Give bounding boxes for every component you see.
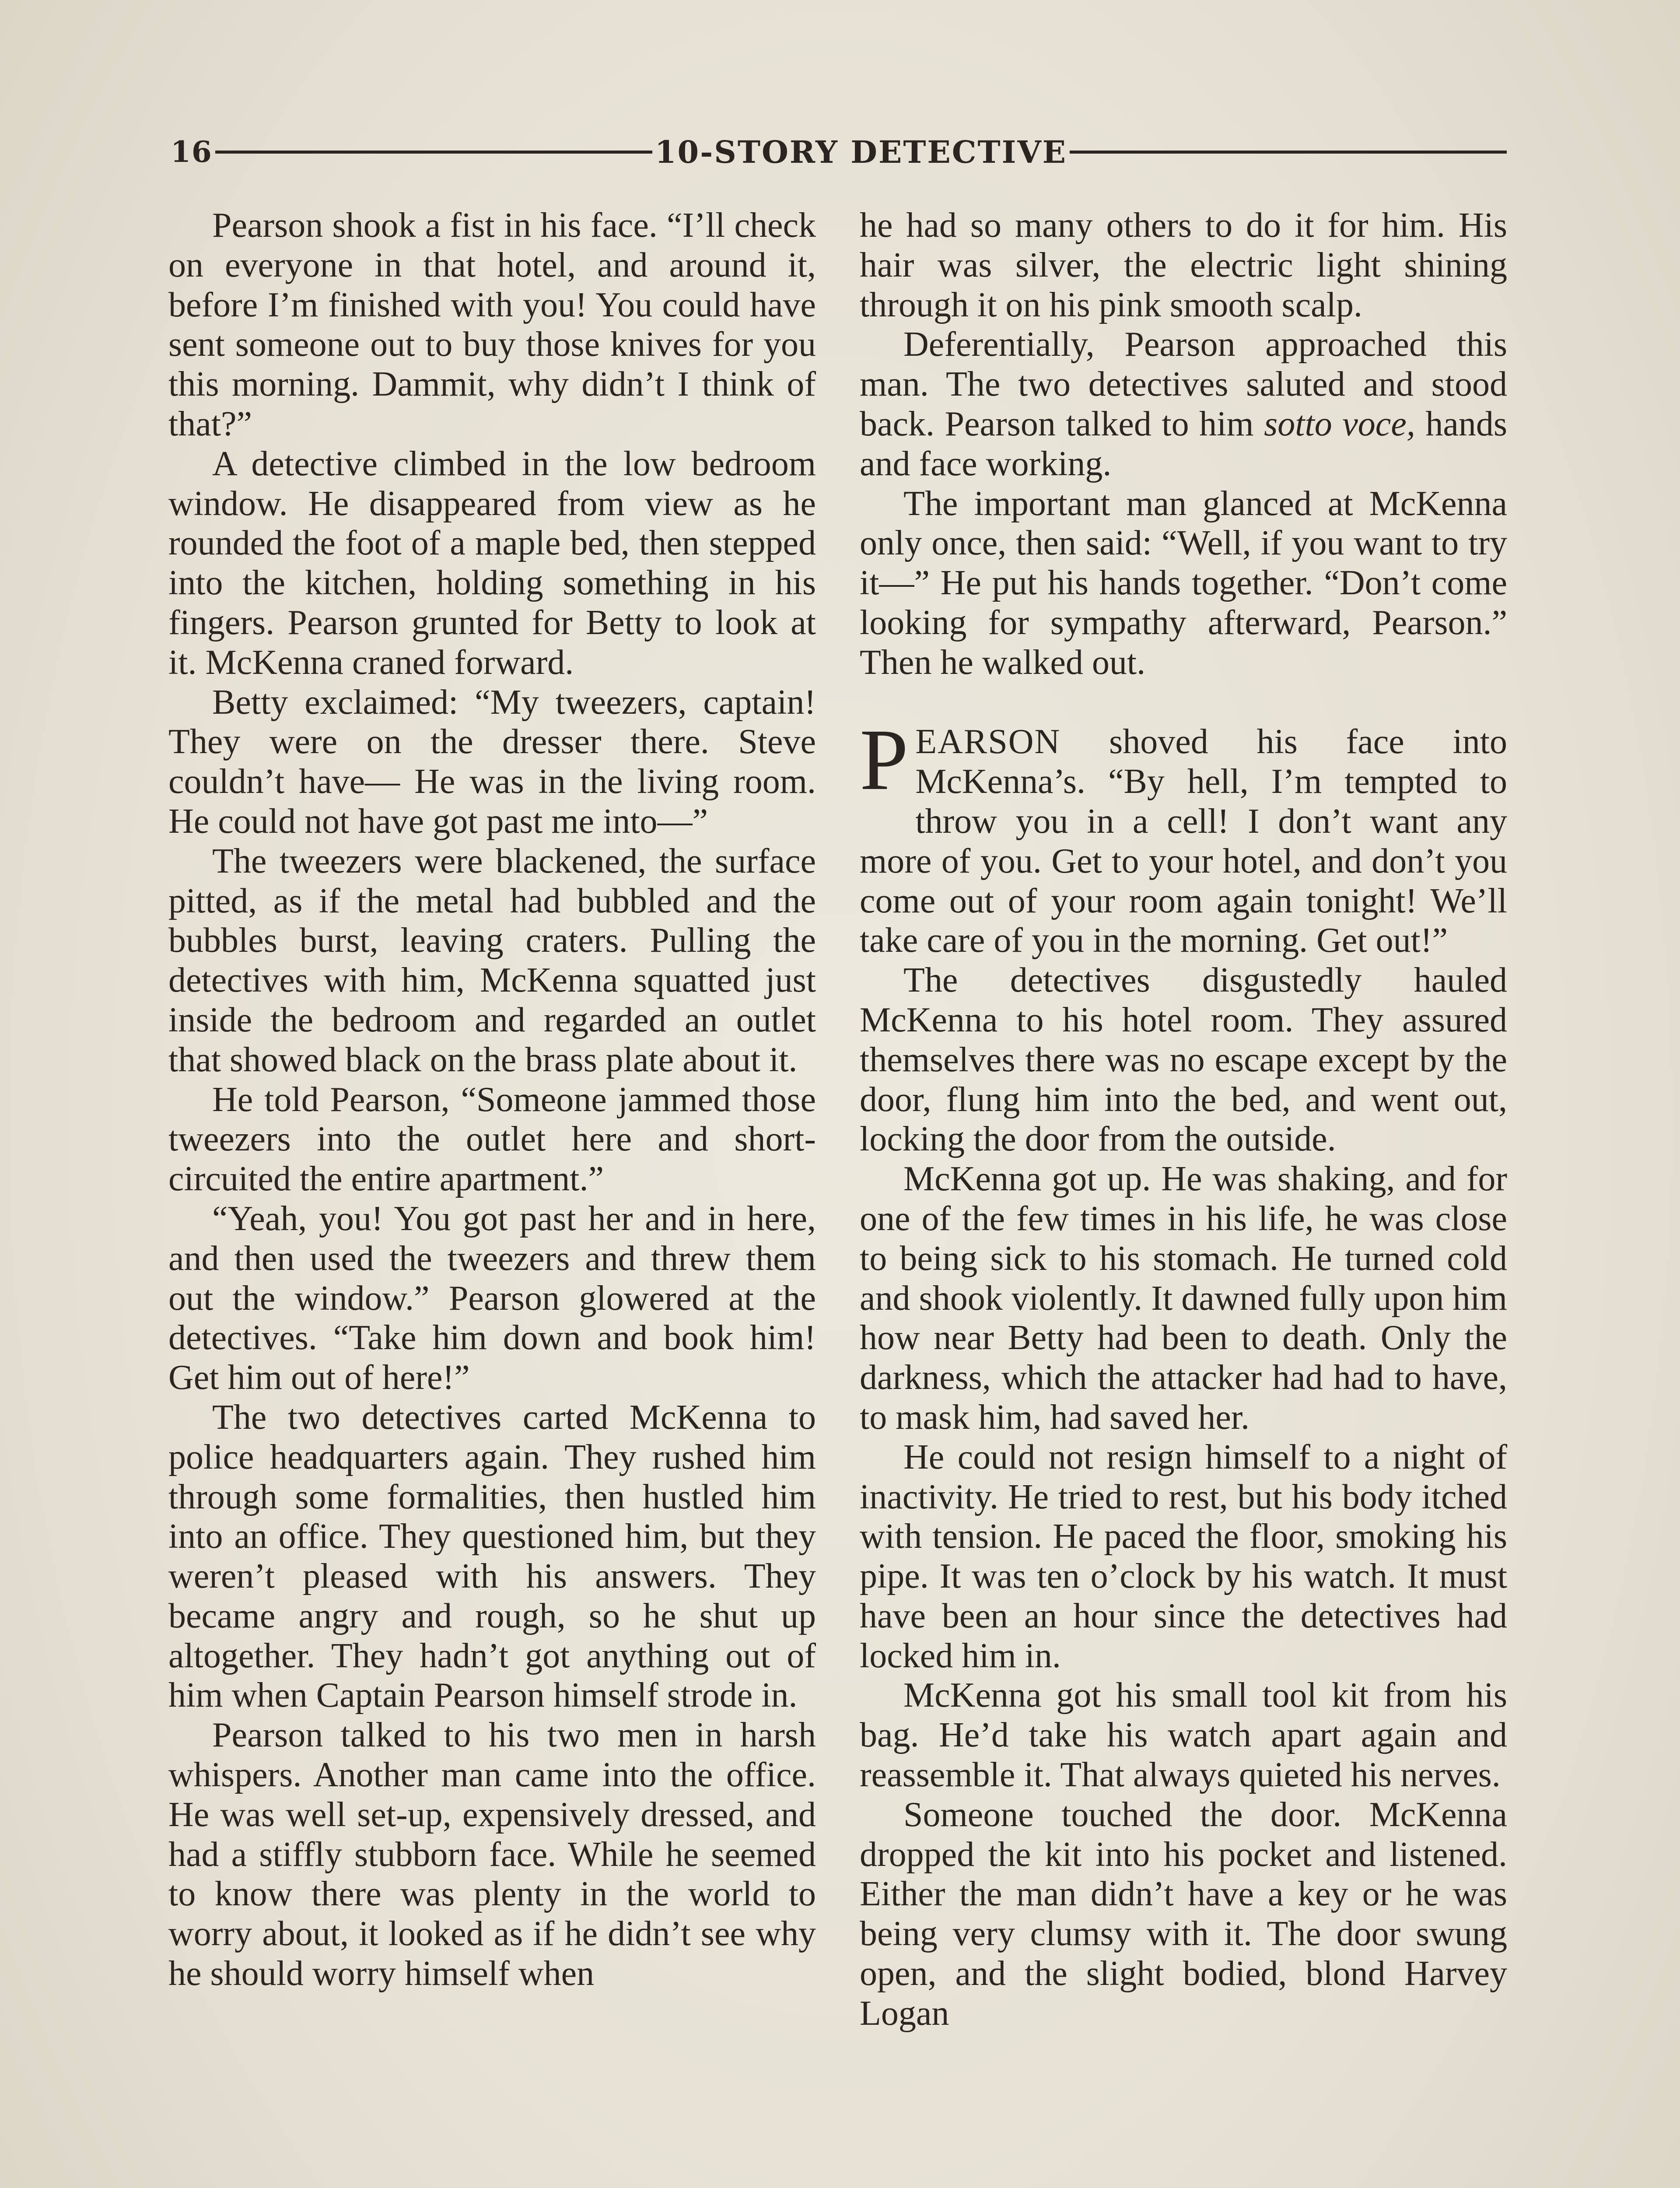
paragraph: The detectives disgustedly hauled McKenna to his hotel room. They assured themselves there was no escape except by the door, flung him into the bed, and went out, locking the door from the outside. [860,961,1507,1159]
page-number: 16 [171,135,213,169]
paragraph: The important man glanced at McKenna only once, then said: “Well, if you want to try it—” He put his hands together. “Don’t come looking for sympathy afterward, Pearson.” Then he walked out. [860,484,1507,682]
right-column [860,206,1507,2034]
paragraph: “Yeah, you! You got past her and in here, and then used the tweezers and threw them out the window.” Pearson glowered at the detectives. “Take him down and book him! Get him out of here!” [168,1199,816,1397]
paragraph-text: Deferentially, Pearson approached this man. The two detectives saluted and stood back. Pearson talked to him [860,325,1507,443]
paragraph: He could not resign himself to a night of inactivity. He tried to rest, but his body itched with tension. He paced the floor, smoking his pipe. It was ten o’clock by his watch. It must have been an hour since the detectives had locked him in. [860,1438,1507,1675]
header-rule-right [1070,151,1507,154]
paragraph: He told Pearson, “Someone jammed those tweezers into the outlet here and short-circuited the entire apartment.” [168,1080,816,1199]
section-opening-paragraph [860,712,1507,961]
paragraph: McKenna got his small tool kit from his bag. He’d take his watch apart again and reassemble it. That always quieted his nerves. [860,1676,1507,1795]
paragraph: Pearson shook a fist in his face. “I’ll check on everyone in that hotel, and around it, before I’m finished with you! You could have sent someone out to buy those knives for you this morning. Dammit, why didn’t I think of that?” [168,206,816,443]
paragraph: Someone touched the door. McKenna dropped the kit into his pocket and listened. Either the man didn’t have a key or he was being very clumsy with it. The door swung open, and the slight bodied, blond Harvey Logan [860,1795,1507,2033]
italic-phrase: sotto voce, [1264,404,1415,443]
paragraph: The tweezers were blackened, the surface pitted, as if the metal had bubbled and the bubbles burst, leaving craters. Pulling the detectives with him, McKenna squatted just inside the bedroom and regarded an outlet that showed black on the brass plate about it. [168,842,816,1079]
paragraph: McKenna got up. He was shaking, and for one of the few times in his life, he was close to being sick to his stomach. He turned cold and shook violently. It dawned fully upon him how near Betty had been to death. Only the darkness, which the attacker had had to have, to mask him, had saved her. [860,1160,1507,1437]
paragraph [860,325,1507,484]
page-header [171,128,1509,176]
paragraph: A detective climbed in the low bedroom window. He disappeared from view as he rounded the foot of a maple bed, then stepped into the kitchen, holding something in his fingers. Pearson grunted for Betty to look at it. McKenna craned forward. [168,444,816,682]
paragraph: Pearson talked to his two men in harsh whispers. Another man came into the office. He was well set-up, expensively dressed, and had a stiffly stubborn face. While he seemed to know there was plenty in the world to worry about, it looked as if he didn’t see why he should worry himself when [168,1716,816,1993]
paragraph-text: shoved his face into McKenna’s. “By hell, I’m tempted to throw you in a cell! I don’t want any more of you. Get to your hotel, and don’t you come out of your room again tonight! We’ll take care of you in the morning. Get out!” [860,722,1507,960]
paragraph-text: hands and face working. [860,404,1508,483]
paragraph: he had so many others to do it for him. His hair was silver, the electric light shining through it on his pink smooth scalp. [860,206,1507,324]
header-rule-left [215,151,652,154]
paragraph: Betty exclaimed: “My tweezers, captain! They were on the dresser there. Steve couldn’t have— He was in the living room. He could not have got past me into—” [168,683,816,841]
left-column [168,206,816,1994]
paragraph: The two detectives carted McKenna to police headquarters again. They rushed him through some formalities, then hustled him into an office. They questioned him, but they weren’t pleased with his answers. They became angry and rough, so he shut up altogether. They hadn’t got anything out of him when Captain Pearson himself strode in. [168,1398,816,1715]
drop-cap: P [860,712,909,809]
running-title: 10-STORY DETECTIVE [654,133,1068,170]
small-caps-lead: EARSON [915,722,1061,761]
